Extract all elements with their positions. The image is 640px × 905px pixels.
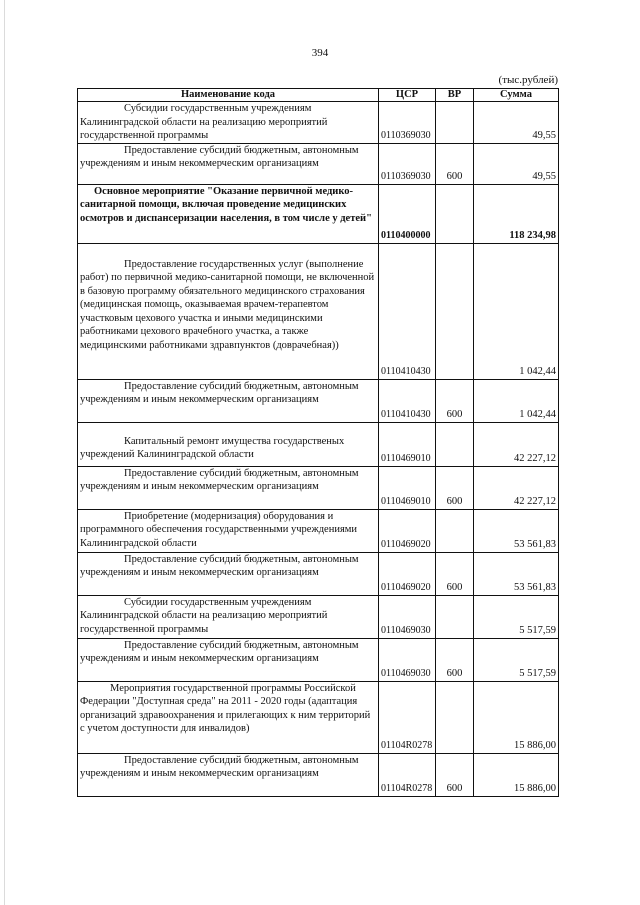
table-row xyxy=(78,509,559,552)
row-csr: 0110469030 xyxy=(379,595,436,638)
row-vr xyxy=(436,243,474,379)
table-row xyxy=(78,638,559,681)
row-name: Предоставление субсидий бюджетным, автономным учреждениям и иным некоммерческим организациям xyxy=(78,753,379,796)
row-name: Мероприятия государственной программы Российской Федерации "Доступная среда" на 2011 - 2020 годы (адаптация организаций здравоохранения и прилегающих к ним территорий с учетом доступности для инвалидов) xyxy=(78,681,379,753)
row-sum: 1 042,44 xyxy=(474,379,559,422)
row-name: Предоставление субсидий бюджетным, автономным учреждениям и иным некоммерческим организациям xyxy=(78,466,379,509)
row-sum: 49,55 xyxy=(474,102,559,144)
row-csr: 0110469010 xyxy=(379,422,436,466)
row-vr: 600 xyxy=(436,143,474,184)
table-row xyxy=(78,379,559,422)
row-name: Капитальный ремонт имущества государственых учреждений Калининградской области xyxy=(78,422,379,466)
table-row xyxy=(78,552,559,595)
row-vr xyxy=(436,184,474,243)
row-sum: 53 561,83 xyxy=(474,509,559,552)
row-name: Предоставление субсидий бюджетным, автономным учреждениям и иным некоммерческим организациям xyxy=(78,638,379,681)
row-name: Предоставление субсидий бюджетным, автономным учреждениям и иным некоммерческим организациям xyxy=(78,143,379,184)
row-vr xyxy=(436,509,474,552)
row-sum: 1 042,44 xyxy=(474,243,559,379)
page-number: 394 xyxy=(311,47,329,59)
row-sum: 118 234,98 xyxy=(474,184,559,243)
row-name: Субсидии государственным учреждениям Калининградской области на реализацию мероприятий государственной программы xyxy=(78,102,379,144)
row-sum: 15 886,00 xyxy=(474,681,559,753)
table-row xyxy=(78,466,559,509)
row-csr: 0110469030 xyxy=(379,638,436,681)
row-csr: 0110469020 xyxy=(379,552,436,595)
row-name: Предоставление субсидий бюджетным, автономным учреждениям и иным некоммерческим организациям xyxy=(78,552,379,595)
scan-edge-mark xyxy=(4,0,5,905)
row-csr: 0110410430 xyxy=(379,243,436,379)
row-name: Приобретение (модернизация) оборудования и программного обеспечения государственными учреждениями Калининградской области xyxy=(78,509,379,552)
row-sum: 5 517,59 xyxy=(474,638,559,681)
table-row xyxy=(78,681,559,753)
table-header-row xyxy=(78,89,559,102)
row-vr: 600 xyxy=(436,552,474,595)
row-sum: 53 561,83 xyxy=(474,552,559,595)
table-row xyxy=(78,243,559,379)
row-sum: 49,55 xyxy=(474,143,559,184)
header-sum: Сумма xyxy=(474,89,559,102)
units-label: (тыс.рублей) xyxy=(498,74,558,86)
row-vr xyxy=(436,422,474,466)
row-csr: 0110400000 xyxy=(379,184,436,243)
row-csr: 0110410430 xyxy=(379,379,436,422)
row-vr xyxy=(436,681,474,753)
row-csr: 01104R0278 xyxy=(379,753,436,796)
row-csr: 01104R0278 xyxy=(379,681,436,753)
header-vr: ВР xyxy=(436,89,474,102)
row-vr: 600 xyxy=(436,466,474,509)
row-csr: 0110369030 xyxy=(379,102,436,144)
table-row xyxy=(78,102,559,144)
header-csr: ЦСР xyxy=(379,89,436,102)
row-sum: 15 886,00 xyxy=(474,753,559,796)
row-vr: 600 xyxy=(436,753,474,796)
table-row xyxy=(78,184,559,243)
row-sum: 5 517,59 xyxy=(474,595,559,638)
table-row xyxy=(78,422,559,466)
row-name: Основное мероприятие "Оказание первичной медико-санитарной помощи, включая проведение медицинских осмотров и диспансеризации населения, в том числе у детей" xyxy=(78,184,379,243)
table-row xyxy=(78,753,559,796)
row-vr xyxy=(436,595,474,638)
budget-table xyxy=(77,88,559,797)
row-sum: 42 227,12 xyxy=(474,466,559,509)
row-vr xyxy=(436,102,474,144)
row-vr: 600 xyxy=(436,379,474,422)
row-csr: 0110369030 xyxy=(379,143,436,184)
row-csr: 0110469020 xyxy=(379,509,436,552)
table-row xyxy=(78,143,559,184)
row-name: Субсидии государственным учреждениям Калининградской области на реализацию мероприятий государственной программы xyxy=(78,595,379,638)
row-name: Предоставление субсидий бюджетным, автономным учреждениям и иным некоммерческим организациям xyxy=(78,379,379,422)
row-csr: 0110469010 xyxy=(379,466,436,509)
row-name: Предоставление государственных услуг (выполнение работ) по первичной медико-санитарной помощи, не включенной в базовую программу обязательного медицинского страхования (медицинская помощь, оказываемая врачем-терапевтом участковым цехового участка и иными медицинскими работниками цехового врачебного участка, а также медицинскими работниками здравпунктов (доврачебная)) xyxy=(78,243,379,379)
row-vr: 600 xyxy=(436,638,474,681)
table-row xyxy=(78,595,559,638)
header-name: Наименование кода xyxy=(78,89,379,102)
row-sum: 42 227,12 xyxy=(474,422,559,466)
